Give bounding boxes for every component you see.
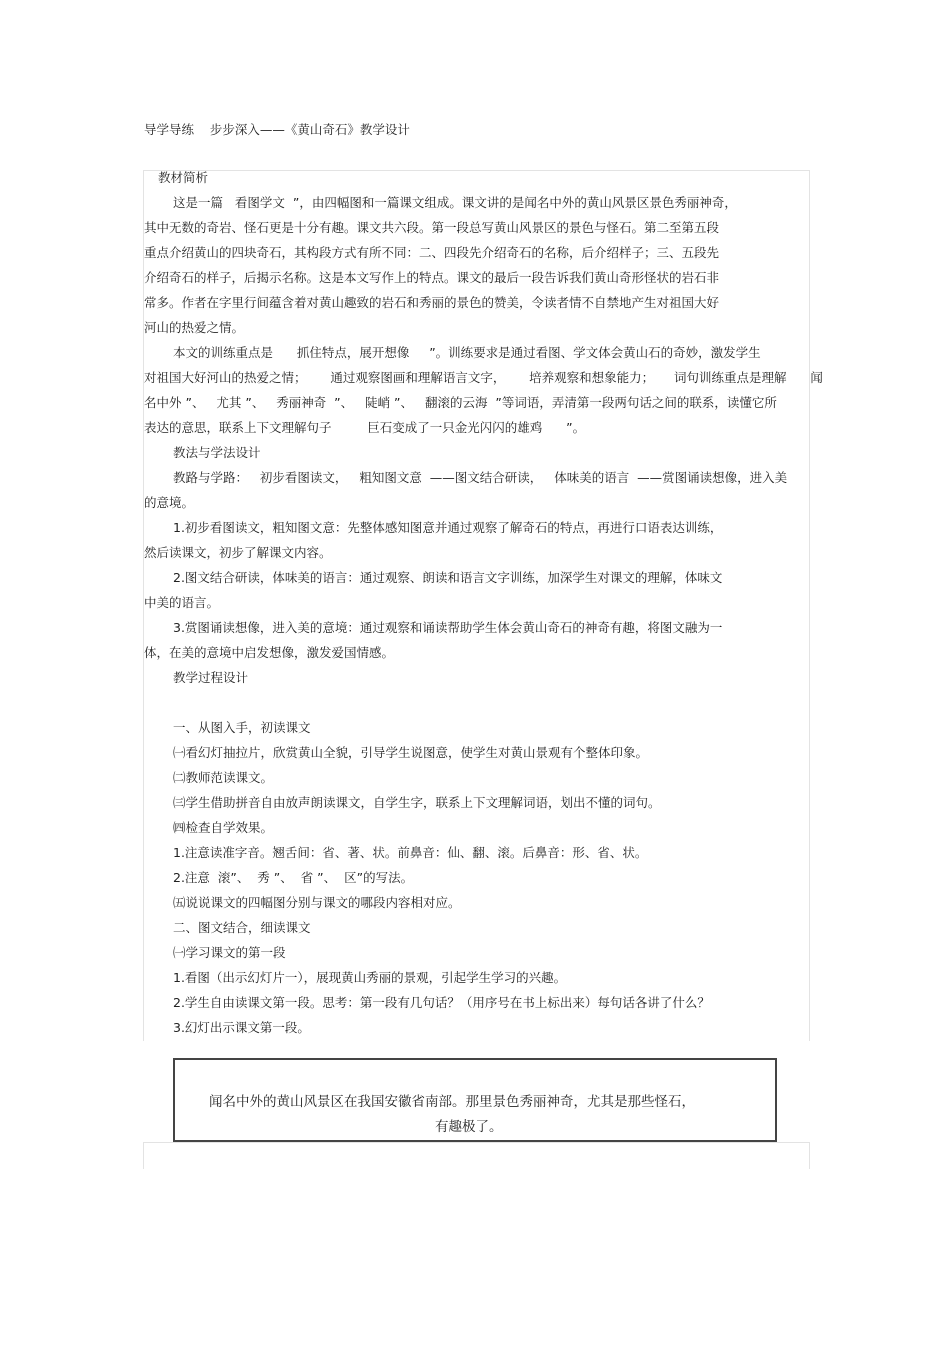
paragraph-line: 常多。作者在字里行间蕴含着对黄山趣致的岩石和秀丽的景色的赞美，令读者情不自禁地产生对祖国大好: [144, 295, 720, 310]
paragraph-line: 教路与学路： 初步看图读文， 粗知图文意 ——图文结合研读， 体味美的语言 ——赏图诵读想像，进入美: [173, 470, 788, 485]
section-heading-method-design: 教法与学法设计: [173, 445, 261, 460]
section-heading-textbook-analysis: 教材简析: [158, 170, 209, 185]
quoted-passage-line: 有趣极了。: [435, 1119, 503, 1135]
list-item: ㈠学习课文的第一段: [173, 945, 286, 960]
list-item: 2.注意 滚”、 秀 ”、 省 ”、 区”的写法。: [173, 870, 414, 885]
paragraph-line: 名中外 ”、 尤其 ”、 秀丽神奇 ”、 陡峭 ”、 翻滚的云海 ”等词语，弄清第一段两句话之间的联系，读懂它所: [144, 395, 777, 410]
paragraph-line: 介绍奇石的样子，后揭示名称。这是本文写作上的特点。课文的最后一段告诉我们黄山奇形怪状的岩石非: [144, 270, 720, 285]
list-item: ㈤说说课文的四幅图分别与课文的哪段内容相对应。: [173, 895, 461, 910]
list-item: 3.幻灯出示课文第一段。: [173, 1020, 310, 1035]
list-item: ㈣检查自学效果。: [173, 820, 274, 835]
list-item: 1.初步看图读文，粗知图文意：先整体感知图意并通过观察了解奇石的特点，再进行口语表达训练，: [173, 520, 723, 535]
list-item: ㈢学生借助拼音自由放声朗读课文，自学生字，联系上下文理解词语，划出不懂的词句。: [173, 795, 661, 810]
paragraph-line: 这是一篇 看图学文 ”，由四幅图和一篇课文组成。课文讲的是闻名中外的黄山风景区景色秀丽神奇，: [173, 195, 737, 210]
paragraph-line: 中美的语言。: [144, 595, 220, 610]
list-item: 1.注意读准字音。翘舌间：省、著、状。前鼻音：仙、翻、滚。后鼻音：形、省、状。: [173, 845, 648, 860]
paragraph-line: 的意境。: [144, 495, 195, 510]
paragraph-line: 体，在美的意境中启发想像，激发爱国情感。: [144, 645, 395, 660]
paragraph-line: 表达的意思，联系上下文理解句子 巨石变成了一只金光闪闪的雄鸡 ”。: [144, 420, 586, 435]
content-frame-continued: [143, 1142, 810, 1169]
quoted-passage-box: [173, 1058, 777, 1142]
list-item: 3.赏图诵读想像，进入美的意境：通过观察和诵读帮助学生体会黄山奇石的神奇有趣，将图文融为一: [173, 620, 723, 635]
quoted-passage-line: 闻名中外的黄山风景区在我国安徽省南部。那里景色秀丽神奇，尤其是那些怪石，: [209, 1094, 695, 1110]
document-title: 导学导练 步步深入——《黄山奇石》教学设计: [144, 122, 410, 137]
paragraph-line: 河山的热爱之情。: [144, 320, 245, 335]
paragraph-line: 本文的训练重点是 抓住特点，展开想像 ”。训练要求是通过看图、学文体会黄山石的奇妙，激发学生: [173, 345, 761, 360]
list-item: 2.学生自由读课文第一段。思考：第一段有几句话？（用序号在书上标出来）每句话各讲了什么？: [173, 995, 710, 1010]
list-item: ㈡教师范读课文。: [173, 770, 274, 785]
list-item: 2.图文结合研读，体味美的语言：通过观察、朗读和语言文字训练，加深学生对课文的理解，体味文: [173, 570, 723, 585]
section-heading-process-design: 教学过程设计: [173, 670, 249, 685]
paragraph-line: 然后读课文，初步了解课文内容。: [144, 545, 332, 560]
list-item: ㈠看幻灯抽拉片，欣赏黄山全貌，引导学生说图意，使学生对黄山景观有个整体印象。: [173, 745, 649, 760]
paragraph-line: 对祖国大好河山的热爱之情； 通过观察图画和理解语言文字， 培养观察和想象能力； 词句训练重点是理解 闻: [144, 370, 823, 385]
section-heading-part-one: 一、从图入手，初读课文: [173, 720, 311, 735]
section-heading-part-two: 二、图文结合，细读课文: [173, 920, 311, 935]
paragraph-line: 其中无数的奇岩、怪石更是十分有趣。课文共六段。第一段总写黄山风景区的景色与怪石。第二至第五段: [144, 220, 720, 235]
paragraph-line: 重点介绍黄山的四块奇石，其构段方式有所不同：二、四段先介绍奇石的名称，后介绍样子；三、五段先: [144, 245, 720, 260]
list-item: 1.看图（出示幻灯片一），展现黄山秀丽的景观，引起学生学习的兴趣。: [173, 970, 567, 985]
